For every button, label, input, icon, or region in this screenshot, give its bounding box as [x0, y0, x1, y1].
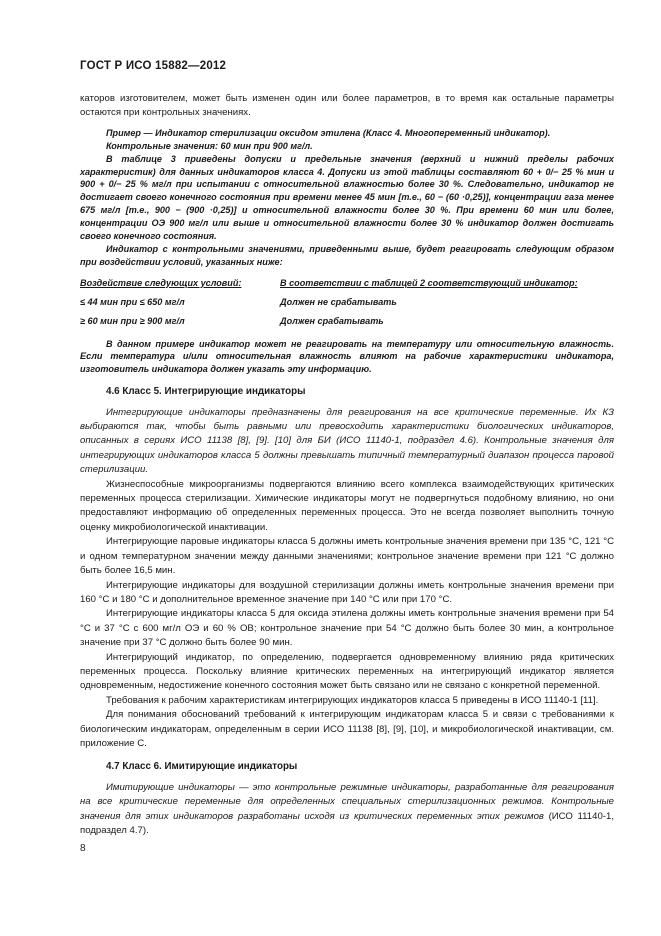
table-cell-result: Должен срабатывать	[280, 315, 384, 326]
section-4-6-paragraph: Интегрирующие индикаторы для воздушной стерилизации должны иметь контрольные значения времени при 160 °С и 180 °С и дополнительное временное значение при 140 °С или при 170 °С.	[80, 579, 614, 605]
intro-paragraph: каторов изготовителем, может быть изменен один или более параметров, в то время как остальные параметры остаются при контрольных значениях.	[80, 93, 614, 119]
section-4-7-italic-text: Имитирующие индикаторы — это контрольные режимные индикаторы, разработанные для реагирования на все критические переменные для определенных специальных стерилизационных режимов. Контрольные значения для этих индикаторов разработаны исходя из критических переменных этих режимов	[80, 781, 614, 822]
table-cell-condition: ≤ 44 мин при ≤ 650 мг/л	[80, 296, 185, 307]
example-tolerances: В таблице 3 приведены допуски и предельные значения (верхний и нижний пределы рабочих характеристик) для данных индикаторов класса 4. Допуски из этой таблицы составляют 60 + 0/− 25 % мин и 900 + 0/− 25 % мг/л при испытании с относительной влажностью более 30 %. Следовательно, индикатор не достигает своего конечного состояния при времени менее 45 мин [т.е., 60 − (60 ·0,25)], концентрации газа менее 675 мг/л [т.е., 900 − (900 ·0,25)] и относительной влажности более 30 %. При времени 60 мин или более, концентрации ОЭ 900 мг/л или выше и относительной влажности более 30 % индикатор должен достигать своего конечного состояния.	[80, 153, 614, 242]
section-heading-4-7: 4.7 Класс 6. Имитирующие индикаторы	[106, 761, 298, 773]
section-4-6-paragraph: Интегрирующие индикаторы класса 5 для оксида этилена должны иметь контрольные значения времени при 54 °С и 37 °С с 600 мг/л ОЭ и 60 % ОВ; контрольное значение при 54 °С должно быть более 30 мин, а контрольное значение при 37 °С должно быть более 90 мин.	[80, 608, 614, 649]
section-4-6-paragraph	[80, 406, 614, 478]
section-4-6-paragraph: Интегрирующий индикатор, по определению, подвергается одновременному влиянию ряда критических переменных процесса. Поскольку влияние критических переменных на интегрирующий индикатор является одновременным, недостижение конечного состояния может быть связано или не связано с конкретной переменной.	[80, 651, 614, 692]
table-cell-result: Должен не срабатывать	[280, 296, 397, 307]
example-note: В данном примере индикатор может не реагировать на температуру или относительную влажность. Если температура и/или относительная влажность влияют на рабочие характеристики индикатора, изготовитель индикатора должен указать эту информацию.	[80, 338, 614, 375]
conditions-table	[80, 275, 614, 332]
table-header-result: В соответствии с таблицей 2 соответствующий индикатор:	[280, 277, 578, 288]
section-heading-4-6: 4.6 Класс 5. Интегрирующие индикаторы	[106, 386, 306, 398]
section-4-6-paragraph: Для понимания обоснований требований к интегрирующим индикаторам класса 5 и связи с требованиями к биологическим индикаторам, определенным в серии ИСО 11138 [8], [9], [10], и микробиологической инактивации, см. приложение С.	[80, 709, 614, 749]
example-title: Пример — Индикатор стерилизации оксидом этилена (Класс 4. Многопеременный индикатор).	[106, 127, 551, 138]
example-control-values: Контрольные значения: 60 мин при 900 мг/л.	[106, 140, 313, 151]
section-4-6-paragraph: Требования к рабочим характеристикам интегрирующих индикаторов класса 5 приведены в ИСО 11140-1 [11].	[106, 694, 599, 706]
example-block	[80, 127, 614, 376]
section-4-6-italic-text: Интегрирующие индикаторы предназначены для реагирования на все критические переменные. Их КЗ выбираются так, чтобы быть равными или превосходить характеристики биологических индикаторов, описанных в сериях ИСО 11138 [8], [9]. [10] для БИ (ИСО 11140-1, подраздел 4.6). Контрольные значения для интегрирующих индикаторов класса 5 должны превышать типичный температурный диапазон процесса паровой стерилизации.	[80, 406, 614, 476]
section-4-7-reference: (ИСО 11140-1, подраздел 4.7).	[80, 810, 614, 836]
table-header-conditions: Воздействие следующих условий:	[80, 277, 242, 288]
section-4-7-paragraph	[80, 781, 614, 839]
example-reaction-intro: Индикатор с контрольными значениями, приведенными выше, будет реагировать следующим образом при воздействии условий, указанных ниже:	[80, 243, 614, 267]
document-header: ГОСТ Р ИСО 15882—2012	[80, 60, 227, 72]
section-4-6-paragraph: Жизнеспособные микроорганизмы подвергаются влиянию всего комплекса взаимодействующих критических переменных процесса стерилизации. Химические индикаторы могут не подвергнуться подобному влиянию, но они предоставляют информацию об определенных переменных процесса. Это не всегда позволяет выполнить точную оценку микробиологической инактивации.	[80, 478, 614, 533]
page-number: 8	[80, 843, 86, 854]
table-cell-condition: ≥ 60 мин при ≥ 900 мг/л	[80, 315, 185, 326]
section-4-6-paragraph: Интегрирующие паровые индикаторы класса 5 должны иметь контрольные значения времени при 135 °С, 121 °С и одном температурном значении между данными значениями; контрольное значение времени при 121 °С должно быть более 16,5 мин.	[80, 536, 614, 577]
page-content	[80, 92, 614, 838]
